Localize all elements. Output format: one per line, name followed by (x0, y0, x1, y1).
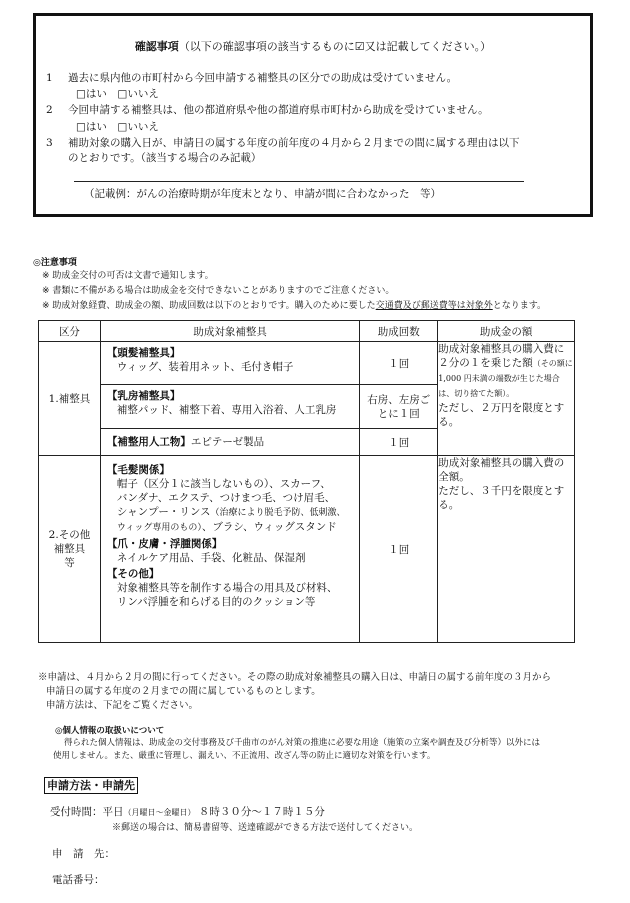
phone-label: 電話番号： (52, 874, 105, 886)
item-desc: バンダナ、エクステ、つけまつ毛、つけ眉毛、 (116, 492, 336, 504)
item-desc: リンパ浮腫を和らげる目的のクッション等 (116, 596, 316, 608)
item-head: 【毛髪関係】 (106, 464, 170, 476)
item-desc-mixed (107, 505, 353, 520)
table-header-row (39, 321, 575, 342)
item-desc-note: ウィッグ専用のもの） (116, 523, 202, 533)
item-head: 【爪・皮膚・浮腫関係】 (106, 538, 223, 550)
count-cell: 右房、左房ごとに１回 (360, 385, 438, 429)
confirmation-title-instruction: （以下の確認事項の該当するものに☑又は記載してください。） (178, 40, 492, 53)
question-text: 補助対象の購入日が、申請日の属する年度の前年度の４月から２月までの間に属する理由は以下 (68, 137, 520, 149)
item-desc: 帽子（区分１に該当しないもの）、スカーフ、 (116, 478, 331, 490)
reception-time: ８時３０分～１７時１５分 (198, 806, 325, 818)
privacy-text (53, 737, 584, 763)
note-expenses-text: ※ 助成対象経費、助成金の額、助成回数は以下のとおりです。購入のために要した (42, 301, 376, 311)
postal-note: ※郵送の場合は、簡易書留等、送達確認ができる方法で送付してください。 (112, 823, 419, 833)
question-number: 1 (46, 72, 53, 84)
header-count: 助成回数 (360, 321, 438, 342)
question-number: 2 (46, 104, 53, 116)
item-cell (100, 342, 359, 385)
category-2-label (39, 456, 101, 643)
header-items: 助成対象補整具 (100, 321, 359, 342)
header-category: 区分 (39, 321, 101, 342)
category-1-label: 1.補整具 (39, 342, 101, 456)
amount-limit: ただし、３千円を限度とする。 (438, 485, 565, 511)
item-cell (100, 429, 359, 456)
item-head: 【頭髪補整具】 (106, 347, 181, 359)
privacy-heading: ◎個人情報の取扱いについて (55, 726, 165, 736)
count-cell: １回 (360, 429, 438, 456)
note-expenses-end: となります。 (492, 301, 546, 311)
apply-note-line: 申請方法は、下記をご覧ください。 (46, 700, 199, 711)
count-cell: １回 (360, 456, 438, 643)
yes-no-checkboxes[interactable]: □はい □いいえ (76, 88, 159, 100)
confirmation-title (36, 38, 590, 54)
item-desc-mixed (107, 520, 353, 535)
question-text: 過去に県内他の市町村から今回申請する補整具の区分での助成は受けていません。 (68, 72, 458, 84)
question-text: 今回申請する補整具は、他の都道府県や他の都道府県市町村から助成を受けていません。 (68, 104, 489, 116)
confirmation-title-bold: 確認事項 (134, 40, 179, 53)
header-amount: 助成金の額 (438, 321, 575, 342)
item-desc: ウィッグ、装着用ネット、毛付き帽子 (116, 361, 294, 373)
amount-limit: ただし、２万円を限度とする。 (438, 402, 565, 428)
question-number: 3 (46, 137, 53, 149)
amount-main: 助成対象補整具の購入費に２分の１を乗じた額 (438, 343, 565, 369)
category-2-line: 補整具 (53, 543, 86, 555)
category-2-line: 等 (64, 557, 75, 569)
item-desc-note: （治療により脱毛予防、低刺激、 (210, 508, 346, 518)
item-cell (100, 385, 359, 429)
item-desc: 補整パッド、補整下着、専用入浴着、人工乳房 (116, 404, 337, 416)
table-row (39, 342, 575, 385)
table-row (39, 456, 575, 643)
count-cell: １回 (360, 342, 438, 385)
note-line-expenses (42, 298, 546, 311)
note-line: ※ 書類に不備がある場合は助成金を交付できないことがありますのでご注意ください。 (42, 286, 395, 296)
apply-note-line: 申請日の属する年度の２月までの間に属しているものとします。 (46, 686, 321, 697)
item-head: 【その他】 (106, 568, 160, 580)
reception-days: （月曜日～金曜日） (123, 808, 196, 817)
apply-note-line: ※申請は、４月から２月の間に行ってください。その際の助成対象補整具の購入日は、申請日の属する前年度の３月から (38, 672, 552, 683)
question-text-continued: のとおりです。（該当する場合のみ記載） (68, 152, 262, 164)
reception-label: 受付時間：平日 (50, 806, 124, 818)
amount-main: 助成対象補整具の購入費の全額。 (438, 457, 565, 483)
amount-cell-category-2 (438, 456, 575, 643)
privacy-line: 使用しません。また、厳重に管理し、漏えい、不正流用、改ざん等の防止に適切な対策を行います。 (53, 751, 436, 761)
item-desc: 対象補整具等を制作する場合の用具及び材料、 (116, 582, 338, 594)
item-cell (100, 456, 359, 643)
confirmation-box (33, 13, 593, 217)
item-head: 【乳房補整具】 (106, 390, 181, 402)
destination-label: 申 請 先： (52, 848, 115, 860)
note-excluded-costs: 交通費及び郵送費等は対象外 (375, 301, 493, 311)
item-head: 【補整用人工物】 (106, 436, 191, 448)
item-desc-part: 、ブラシ、ウィッグスタンド (201, 521, 337, 533)
yes-no-checkboxes[interactable]: □はい □いいえ (76, 121, 159, 133)
reason-fill-line[interactable] (74, 181, 524, 182)
subsidy-table (38, 320, 575, 643)
note-line: ※ 助成金交付の可否は文書で通知します。 (42, 271, 214, 281)
privacy-line: 得られた個人情報は、助成金の交付事務及び千曲市のがん対策の推進に必要な用途（施策の立案や調査及び分析等）以外には (64, 738, 541, 748)
reception-hours (50, 804, 325, 819)
category-2-line: 2.その他 (48, 529, 91, 541)
item-desc: ネイルケア用品、手袋、化粧品、保湿剤 (116, 552, 306, 564)
application-method-title: 申請方法・申請先 (44, 777, 138, 794)
reason-example: （記載例：がんの治療時期が年度末となり、申請が間に合わなかった 等） (84, 188, 441, 200)
notes-heading: ◎注意事項 (33, 258, 77, 268)
amount-rounding-note: （その額に 1,000 円未満の端数が生じた場合は、切り捨てた額）。 (438, 359, 573, 398)
amount-cell-category-1 (438, 342, 575, 456)
item-desc-part: シャンプー・リンス (116, 506, 211, 518)
item-desc: エピテーゼ製品 (190, 436, 265, 448)
